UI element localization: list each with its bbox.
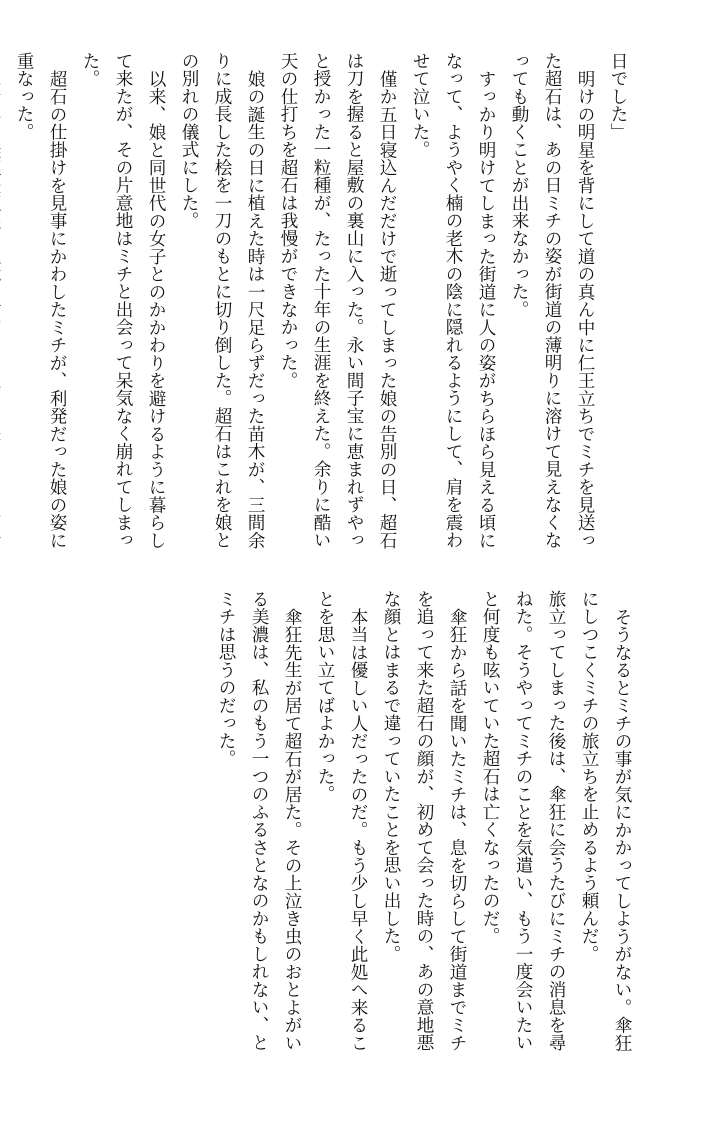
paragraph: 明けの明星を背にして道の真ん中に仁王立ちでミチを見送った超石は、あの日ミチの姿が街道の薄明りに溶けて見えなくなっても動くことが出来なかった。 xyxy=(509,52,595,549)
paragraph: 超石の仕掛けを見事にかわしたミチが、利発だった娘の姿に重なった。 xyxy=(14,52,67,549)
bottom-text-block xyxy=(209,590,638,1066)
paragraph: 傘狂先生が居て超石が居た。その上泣き虫のおとよがいる美濃は、私のもう一つのふるさとなのかもしれない、とミチは思うのだった。 xyxy=(216,590,302,1052)
paragraph: 旅立ってしまった後は、傘狂に会うたびにミチの消息を尋ねた。そうやってミチのことを気遣い、もう一度会いたいと何度も呟いていた超石は亡くなったのだ。 xyxy=(480,590,566,1052)
paragraph: 僅か五日寝込んだだけで逝ってしまった娘の告別の日、超石は刀を握ると屋敷の裏山に入った。永い間子宝に恵まれずやっと授かった一粒種が、たった十年の生涯を終えた。余りに酷い天の仕打ちを超石は我慢ができなかった。 xyxy=(278,52,397,549)
paragraph xyxy=(0,52,7,552)
paragraph: 本当は優しい人だったのだ。もう少し早く此処へ来ることを思い立てばよかった。 xyxy=(315,590,368,1052)
top-text-block xyxy=(0,52,634,552)
paragraph: すっかり明けてしまった街道に人の姿がちらほら見える頃になって、ようやく楠の老木の陰に隠れるようにして、肩を震わせて泣いた。 xyxy=(410,52,496,549)
paragraph: 日でした」 xyxy=(608,52,628,141)
paragraph: 以来、娘と同世代の女子とのかかわりを避けるように暮らして来たが、その片意地はミチと出会って呆気なく崩れてしまった。 xyxy=(80,52,166,549)
paragraph: 傘狂から話を聞いたミチは、息を切らして街道までミチを追って来た超石の顔が、初めて会った時の、あの意地悪な顔とはまるで違っていたことを思い出した。 xyxy=(381,590,467,1052)
paragraph: 娘の誕生の日に植えた時は一尺足らずだった苗木が、三間余りに成長した桧を一刀のもとに切り倒した。超石はこれを娘との別れの儀式にした。 xyxy=(179,52,265,549)
paragraph: そうなるとミチの事が気にかかってしようがない。傘狂にしつこくミチの旅立ちを止めるよう頼んだ。 xyxy=(579,590,632,1052)
